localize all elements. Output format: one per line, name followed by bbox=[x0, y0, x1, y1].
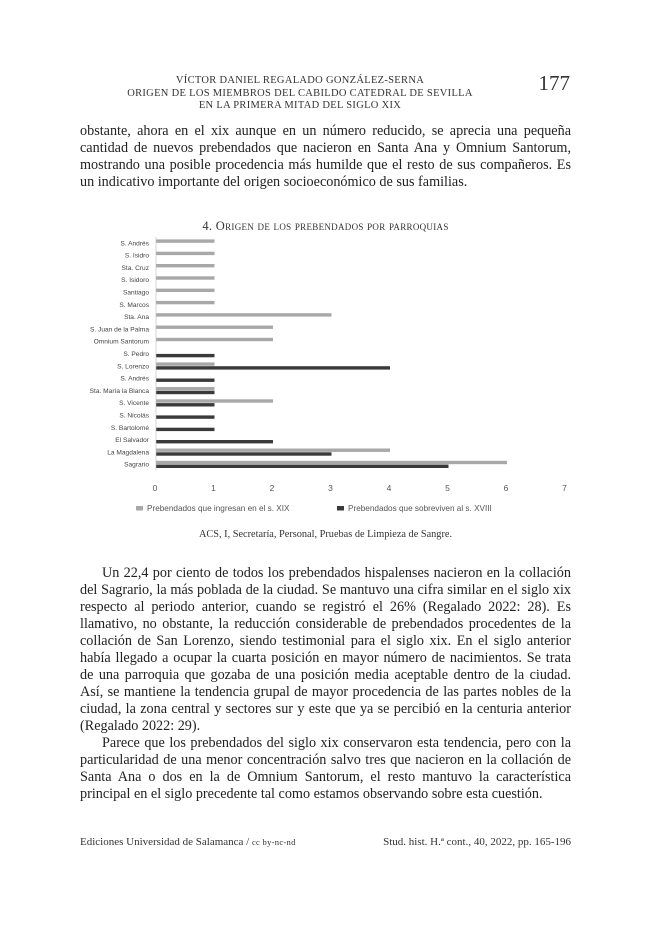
legend-label: Prebendados que ingresan en el s. XIX bbox=[147, 504, 290, 513]
bar-xviii bbox=[156, 366, 390, 369]
bar-xix bbox=[156, 362, 215, 365]
x-tick-label: 5 bbox=[445, 483, 450, 493]
bar-xviii bbox=[156, 452, 332, 455]
x-tick-label: 6 bbox=[503, 483, 509, 493]
category-label: Sta. Cruz bbox=[121, 264, 149, 272]
running-head-title-line1: ORIGEN DE LOS MIEMBROS DEL CABILDO CATEDRAL DE SEVILLA bbox=[127, 87, 473, 99]
footer-publisher bbox=[80, 836, 296, 848]
category-label: S. Nicolás bbox=[119, 412, 149, 420]
bar-xix bbox=[156, 338, 273, 341]
category-label: S. Lorenzo bbox=[117, 363, 149, 371]
category-label: El Salvador bbox=[115, 437, 149, 445]
bar-xix bbox=[156, 239, 215, 242]
footer-license: cc by-nc-nd bbox=[251, 837, 296, 847]
bar-xviii bbox=[156, 379, 215, 382]
bar-xviii bbox=[156, 428, 215, 431]
bar-xviii bbox=[156, 391, 215, 394]
bar-xviii bbox=[156, 465, 449, 468]
bar-xix bbox=[156, 252, 215, 255]
category-label: S. Andrés bbox=[120, 375, 149, 383]
category-label: Sta. Ana bbox=[124, 314, 149, 322]
legend-swatch bbox=[337, 506, 344, 511]
category-label: S. Marcos bbox=[119, 301, 149, 309]
footer-publisher-text: Ediciones Universidad de Salamanca / bbox=[80, 836, 252, 848]
category-label: Sagrario bbox=[124, 461, 149, 469]
bar-xix bbox=[156, 449, 390, 452]
x-tick-label: 4 bbox=[386, 483, 392, 493]
bar-xix bbox=[156, 289, 215, 292]
paragraph-1: obstante, ahora en el xix aunque en un número reducido, se aprecia una pequeña cantidad de nuevos prebendados que nacieron en Santa Ana y Omnium Santorum, mostrando una posible procedencia más humilde que el resto de sus compañeros. Es un indicativo importante del origen socioeconómico de sus familias. bbox=[80, 123, 571, 190]
bar-xix bbox=[156, 264, 215, 267]
bar-xix bbox=[156, 387, 215, 390]
x-tick-label: 0 bbox=[152, 483, 158, 493]
category-label: Omnium Santorum bbox=[93, 338, 149, 346]
category-label: S. Bartolomé bbox=[110, 424, 149, 432]
category-label: S. Isidoro bbox=[121, 277, 149, 285]
category-label: S. Vicente bbox=[119, 400, 149, 408]
x-tick-label: 3 bbox=[328, 483, 333, 493]
legend-label: Prebendados que sobreviven al s. XVIII bbox=[348, 504, 492, 513]
category-label: S. Isidro bbox=[124, 252, 149, 260]
page-number: 177 bbox=[538, 71, 570, 95]
paragraph-2: Un 22,4 por ciento de todos los prebendados hispalenses nacieron en la collación del Sagrario, la más poblada de la ciudad. Se mantuvo una cifra similar en el siglo xix respecto al periodo anterior, cuando se registró el 26% (Regalado 2022: 28). Es llamativo, no obstante, la reducción considerable de prebendados procedentes de la collación de San Lorenzo, siendo testimonial para el siglo xix. En el siglo anterior había llegado a ocupar la cuarta posición en mayor número de nacimientos. Se trata de una parroquia que gozaba de una posición media aceptable dentro de la ciudad. Así, se mantiene la tendencia grupal de mayor procedencia de las partes nobles de la ciudad, la zona central y sectores sur y este que ya se percibió en la centuria anterior (Regalado 2022: 29). bbox=[80, 565, 571, 734]
bar-xviii bbox=[156, 403, 215, 406]
category-label: S. Andrés bbox=[120, 240, 149, 248]
x-tick-label: 1 bbox=[211, 483, 216, 493]
figure-number: 4. bbox=[202, 219, 213, 233]
category-label: La Magdalena bbox=[107, 449, 149, 457]
bar-xix bbox=[156, 276, 215, 279]
bar-xviii bbox=[156, 354, 215, 357]
bar-xix bbox=[156, 313, 332, 316]
figure-source: ACS, I, Secretaría, Personal, Pruebas de Limpieza de Sangre. bbox=[198, 529, 453, 540]
bar-xix bbox=[156, 301, 215, 304]
legend-swatch bbox=[136, 506, 143, 511]
category-label: S. Pedro bbox=[123, 351, 149, 358]
footer-citation: Stud. hist. H.ª cont., 40, 2022, pp. 165-196 bbox=[383, 836, 571, 848]
category-label: Sta. María la Blanca bbox=[89, 387, 149, 395]
category-label: Santiago bbox=[122, 289, 149, 297]
bar-xviii bbox=[156, 415, 215, 418]
category-label: S. Juan de la Palma bbox=[89, 326, 149, 334]
bar-xix bbox=[156, 326, 273, 329]
running-head bbox=[80, 75, 520, 113]
bar-xix bbox=[156, 461, 507, 464]
bar-xix bbox=[156, 399, 273, 402]
running-head-author: VÍCTOR DANIEL REGALADO GONZÁLEZ-SERNA bbox=[175, 75, 425, 86]
x-tick-label: 2 bbox=[269, 483, 275, 493]
x-tick-label: 7 bbox=[562, 483, 567, 493]
figure-title-text: Origen de los prebendados por parroquias bbox=[215, 219, 449, 233]
bar-xviii bbox=[156, 440, 273, 443]
paragraph-3: Parece que los prebendados del siglo xix conservaron esta tendencia, pero con la particularidad de una menor concentración salvo tres que nacieron en la collación de Santa Ana o dos en la de Omnium Santorum, el resto mantuvo la característica principal en el siglo precedente tal como estamos observando sobre esta cuestión. bbox=[80, 735, 571, 802]
figure-title bbox=[80, 219, 571, 234]
running-head-title-line2: EN LA PRIMERA MITAD DEL SIGLO XIX bbox=[198, 100, 402, 111]
